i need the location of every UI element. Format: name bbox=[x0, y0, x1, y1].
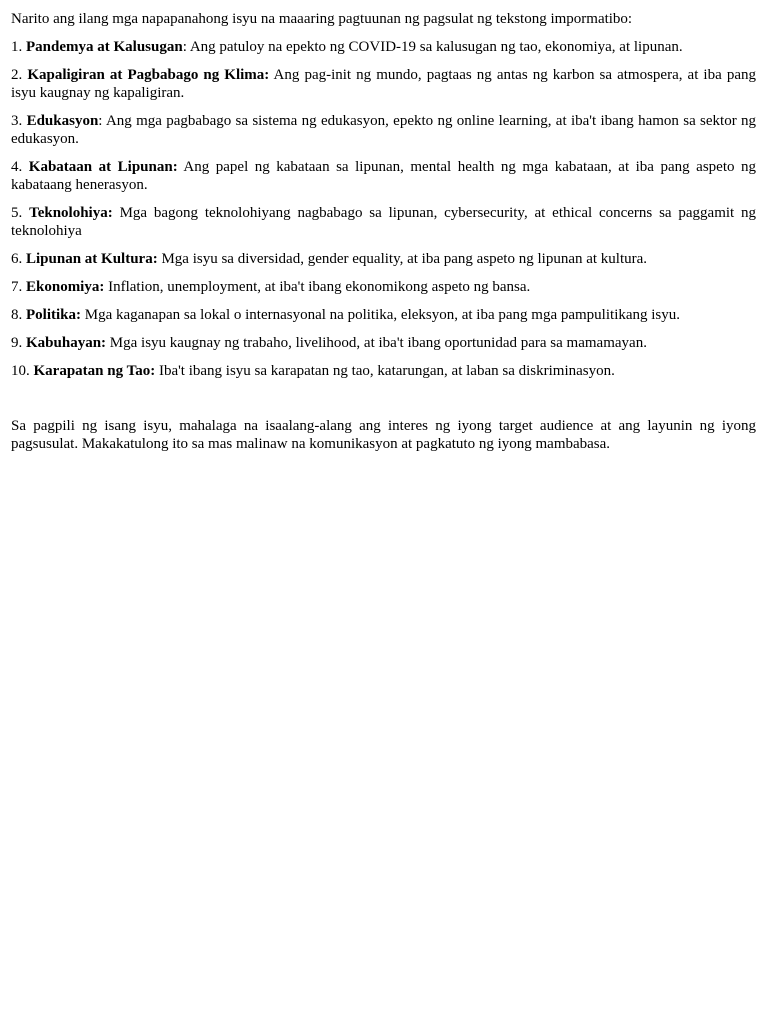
paragraph-gap bbox=[11, 390, 756, 417]
item-number: 1. bbox=[11, 39, 23, 55]
closing-paragraph: Sa pagpili ng isang isyu, mahalaga na isaalang-alang ang interes ng iyong target audience at ang layunin ng iyong pagsusulat. Makakatulong ito sa mas malinaw na komunikasyon at pagkatuto ng iyong mambabasa. bbox=[11, 418, 756, 452]
list-item bbox=[11, 362, 756, 380]
item-title: Lipunan at Kultura: bbox=[26, 251, 158, 267]
item-text: Mga isyu sa diversidad, gender equality, at iba pang aspeto ng lipunan at kultura. bbox=[161, 251, 648, 267]
item-text: Mga kaganapan sa lokal o internasyonal na politika, eleksyon, at iba pang mga pampulitikang isyu. bbox=[84, 307, 681, 323]
item-number: 8. bbox=[11, 307, 23, 323]
list-item bbox=[11, 112, 756, 148]
item-title: Ekonomiya: bbox=[26, 279, 105, 295]
list-item bbox=[11, 334, 756, 352]
item-text: Ang papel ng kabataan sa lipunan, mental health ng mga kabataan, at iba pang aspeto ng kabataang henerasyon. bbox=[11, 159, 756, 193]
item-title: Edukasyon bbox=[26, 113, 99, 129]
item-number: 7. bbox=[11, 279, 23, 295]
item-text: Mga isyu kaugnay ng trabaho, livelihood, at iba't ibang oportunidad para sa mamamayan. bbox=[109, 335, 647, 351]
item-title: Pandemya at Kalusugan bbox=[26, 39, 183, 55]
item-text: Iba't ibang isyu sa karapatan ng tao, katarungan, at laban sa diskriminasyon. bbox=[158, 363, 615, 379]
list-item bbox=[11, 306, 756, 324]
list-item bbox=[11, 204, 756, 240]
list-item bbox=[11, 278, 756, 296]
list-item bbox=[11, 38, 756, 56]
item-text: Inflation, unemployment, at iba't ibang ekonomikong aspeto ng bansa. bbox=[108, 279, 531, 295]
document-page bbox=[0, 0, 768, 453]
list-item bbox=[11, 66, 756, 102]
item-text: Ang mga pagbabago sa sistema ng edukasyon, epekto ng online learning, at iba't ibang hamon sa sektor ng edukasyon. bbox=[11, 113, 757, 147]
item-text: Ang patuloy na epekto ng COVID-19 sa kalusugan ng tao, ekonomiya, at lipunan. bbox=[189, 39, 683, 55]
item-text: Mga bagong teknolohiyang nagbabago sa lipunan, cybersecurity, at ethical concerns sa paggamit ng teknolohiya bbox=[11, 205, 757, 239]
issue-list bbox=[11, 38, 756, 380]
item-number: 6. bbox=[11, 251, 23, 267]
intro-paragraph: Narito ang ilang mga napapanahong isyu na maaaring pagtuunan ng pagsulat ng tekstong impormatibo: bbox=[11, 11, 633, 27]
item-number: 10. bbox=[11, 363, 30, 379]
list-item bbox=[11, 250, 756, 268]
item-number: 2. bbox=[11, 67, 23, 83]
item-title: Kapaligiran at Pagbabago ng Klima: bbox=[27, 67, 270, 83]
item-number: 4. bbox=[11, 159, 23, 175]
list-item bbox=[11, 158, 756, 194]
item-separator: : bbox=[98, 113, 103, 129]
item-title: Karapatan ng Tao: bbox=[33, 363, 156, 379]
item-number: 9. bbox=[11, 335, 23, 351]
item-separator: : bbox=[182, 39, 187, 55]
item-title: Kabataan at Lipunan: bbox=[28, 159, 178, 175]
item-title: Teknolohiya: bbox=[29, 205, 113, 221]
item-number: 3. bbox=[11, 113, 23, 129]
item-title: Kabuhayan: bbox=[26, 335, 107, 351]
item-text: Ang pag-init ng mundo, pagtaas ng antas ng karbon sa atmospera, at iba pang isyu kaugnay ng kapaligiran. bbox=[11, 67, 756, 101]
item-title: Politika: bbox=[26, 307, 81, 323]
item-number: 5. bbox=[11, 205, 23, 221]
